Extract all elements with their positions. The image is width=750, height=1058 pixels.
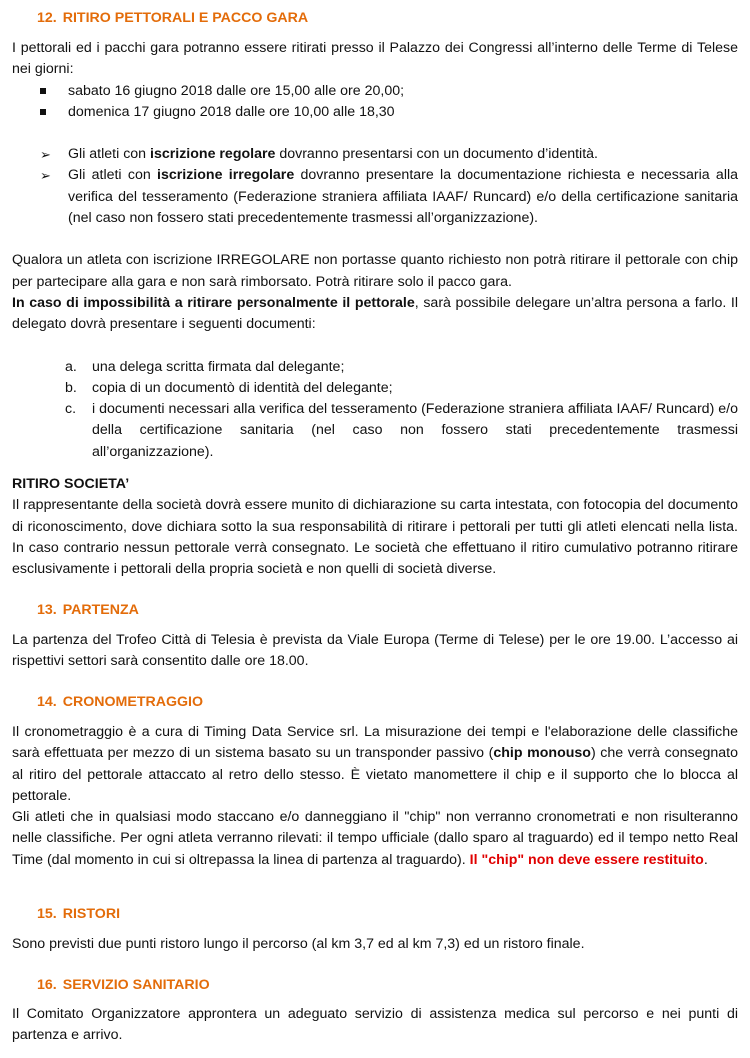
documents-list: [12, 357, 738, 463]
ristori-paragraph: Sono previsti due punti ristoro lungo il percorso (al km 3,7 ed al km 7,3) ed un ristoro finale.: [12, 936, 585, 952]
section-heading-12: [12, 8, 738, 28]
section-number: 12.: [37, 10, 57, 26]
societa-paragraph: Il rappresentante della società dovrà essere munito di dichiarazione su carta intestata, con fotocopia del documento di riconoscimento, dove dichiara sotto la sua responsabilità di ritirare i pettorali per tutti gli atleti elencati nella lista. In caso contrario nessun pettorale verrà consegnato. Le società che effettuano il ritiro cumulativo potranno ritirare esclusivamente i pettorali della propria società e non quelli di società diverse.: [12, 497, 738, 578]
sanitario-paragraph: Il Comitato Organizzatore approntera un adeguato servizio di assistenza medica sul percorso e nei punti di partenza e arrivo.: [12, 1006, 738, 1044]
section-heading-14: 14. CRONOMETRAGGIO: [37, 694, 204, 710]
section-16-body: [12, 1004, 738, 1047]
square-bullet-icon: [40, 88, 46, 94]
cronometraggio-paragraph-1: Il cronometraggio è a cura di Timing Data Service srl. La misurazione dei tempi e l'elaborazione delle classifiche sarà effettuata per mezzo di un sistema basato su un transponder passivo (chip monouso) che verrà consegnato al ritiro del pettorale attaccato al retro dello stesso. È vietato manomettere il chip e il supporto che lo blocca al pettorale.: [12, 724, 738, 804]
delegate-paragraph: In caso di impossibilità a ritirare personalmente il pettorale, sarà possibile delegare un’altra persona a farlo. Il delegato dovrà presentare i seguenti documenti:: [12, 294, 739, 333]
irregular-paragraph: Qualora un atleta con iscrizione IRREGOLARE non portasse quanto richiesto non potrà ritirare il pettorale con chip per partecipare alla gara e non sarà rimborsato. Potrà ritirare solo il pacco gara.: [12, 252, 738, 290]
list-item: a. una delega scritta firmata dal delegante;: [65, 358, 345, 375]
section-heading-15: 15. RISTORI: [37, 906, 121, 922]
list-item: c. i documenti necessari alla verifica del tesseramento (Federazione straniera affiliata IAAF/ Runcard) e/o della certificazione sanitaria (nel caso non fossero stati precedentemente trasmessi all’organizzazione).: [65, 401, 738, 460]
square-bullet-icon: [40, 109, 46, 115]
list-item: b. copia di un documentò di identità del delegante;: [65, 379, 393, 396]
section-heading-16: 16. SERVIZIO SANITARIO: [37, 977, 210, 993]
section-12: [12, 8, 738, 28]
list-item: domenica 17 giugno 2018 dalle ore 10,00 alle 18,30: [12, 102, 738, 123]
section-14: [12, 692, 738, 712]
section-heading-13: 13. PARTENZA: [37, 602, 139, 618]
cronometraggio-paragraph-2: Gli atleti che in qualsiasi modo staccano e/o danneggiano il "chip" non verranno cronometrati e non risulteranno nelle classifiche. Per ogni atleta verranno rilevati: il tempo ufficiale (dallo sparo al traguardo) ed il tempo netto Real Time (dal momento in cui si oltrepassa la linea di partenza al traguardo). Il "chip" non deve essere restituito.: [12, 809, 738, 868]
section-13: [12, 600, 738, 620]
subheading-ritiro-societa: RITIRO SOCIETA’: [12, 476, 130, 492]
days-list: [12, 81, 738, 124]
section-13-body: [12, 630, 738, 673]
section-title: RITIRO PETTORALI E PACCO GARA: [62, 10, 309, 26]
section-14-body: [12, 722, 738, 871]
section-15-body: [12, 934, 738, 955]
societa-block: [12, 474, 738, 580]
arrow-bullet-icon: ➢: [40, 168, 51, 184]
list-item: sabato 16 giugno 2018 dalle ore 15,00 alle ore 20,00;: [12, 81, 738, 102]
arrow-bullet-icon: ➢: [40, 147, 51, 163]
list-item: ➢ Gli atleti con iscrizione regolare dovranno presentarsi con un documento d’identità.: [12, 144, 738, 165]
requirements-list: [12, 144, 738, 229]
list-item: ➢ Gli atleti con iscrizione irregolare dovranno presentare la documentazione richiesta e necessaria alla verifica del tesseramento (Federazione straniera affiliata IAAF/ Runcard) e/o della certificazione sanitaria (nel caso non fossero stati precedentemente trasmessi all’organizzazione).: [40, 167, 739, 227]
intro-paragraph: I pettorali ed i pacchi gara potranno essere ritirati presso il Palazzo dei Congressi all’interno delle Terme di Telese nei giorni:: [12, 40, 738, 78]
section-15: [12, 904, 738, 924]
partenza-paragraph: La partenza del Trofeo Città di Telesia è prevista da Viale Europa (Terme di Telese) per le ore 19.00. L’accesso ai rispettivi settori sarà consentito dalle ore 18.00.: [12, 632, 738, 670]
section-12-body: [12, 38, 738, 463]
section-16: [12, 975, 738, 995]
